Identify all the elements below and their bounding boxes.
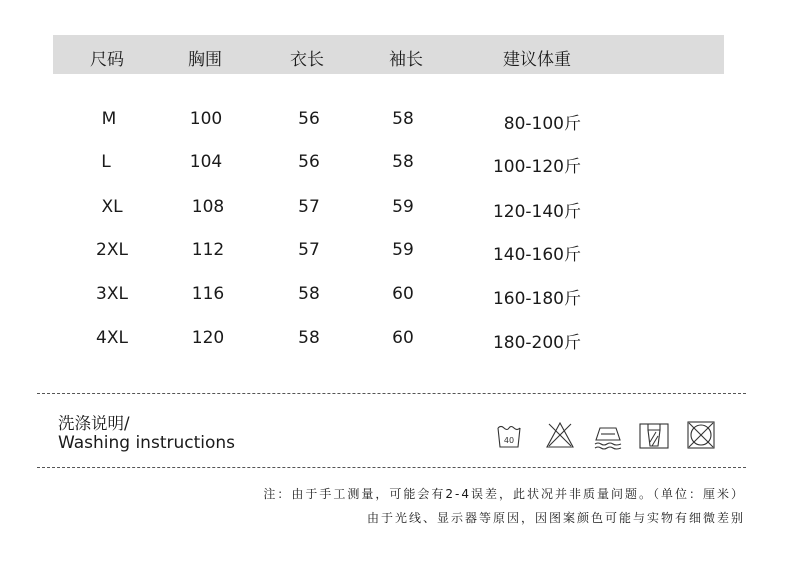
no-tumble-dry-icon [686,420,716,450]
table-row [0,152,790,176]
divider [37,467,746,468]
iron-icon [592,420,624,450]
table-row [0,197,790,221]
cell-chest: 104 [189,152,223,172]
cell-length: 56 [298,109,320,129]
cell-size: L [101,152,111,172]
cell-weight: 160-180斤 [492,289,581,309]
hang-dry-icon [638,420,670,450]
cell-chest: 120 [191,328,225,348]
no-bleach-icon [545,420,575,450]
wash-temperature: 40 [503,436,515,445]
cell-sleeve: 59 [392,197,414,217]
washing-title-en: Washing instructions [58,433,236,453]
header-size: 尺码 [90,50,124,70]
cell-size: M [101,109,117,129]
cell-length: 58 [298,284,320,304]
cell-length: 57 [298,197,320,217]
cell-length: 58 [298,328,320,348]
wash-40-icon [497,420,521,450]
cell-sleeve: 60 [392,284,414,304]
cell-sleeve: 59 [392,240,414,260]
cell-sleeve: 58 [392,109,414,129]
cell-size: XL [101,197,123,217]
cell-length: 57 [298,240,320,260]
cell-weight: 80-100斤 [503,114,581,134]
cell-weight: 180-200斤 [492,333,581,353]
color-note: 由于光线、显示器等原因，因图案颜色可能与实物有细微差别 [366,511,745,525]
cell-weight: 140-160斤 [492,245,581,265]
header-length: 衣长 [290,50,324,70]
table-row [0,328,790,352]
measurement-note: 注：由于手工测量，可能会有2-4误差，此状况并非质量问题。（单位：厘米） [263,487,745,501]
cell-sleeve: 58 [392,152,414,172]
cell-size: 2XL [96,240,128,260]
cell-chest: 100 [189,109,223,129]
cell-chest: 116 [191,284,225,304]
table-row [0,240,790,264]
washing-title-cn: 洗涤说明/ [58,414,130,433]
header-sleeve: 袖长 [389,50,423,70]
cell-weight: 100-120斤 [492,157,581,177]
cell-weight: 120-140斤 [492,202,581,222]
divider [37,393,746,394]
header-chest: 胸围 [188,50,222,70]
cell-chest: 112 [191,240,225,260]
header-weight: 建议体重 [503,50,571,70]
cell-length: 56 [298,152,320,172]
table-row [0,284,790,308]
cell-size: 3XL [96,284,128,304]
cell-chest: 108 [191,197,225,217]
cell-sleeve: 60 [392,328,414,348]
table-row [0,109,790,133]
cell-size: 4XL [96,328,128,348]
